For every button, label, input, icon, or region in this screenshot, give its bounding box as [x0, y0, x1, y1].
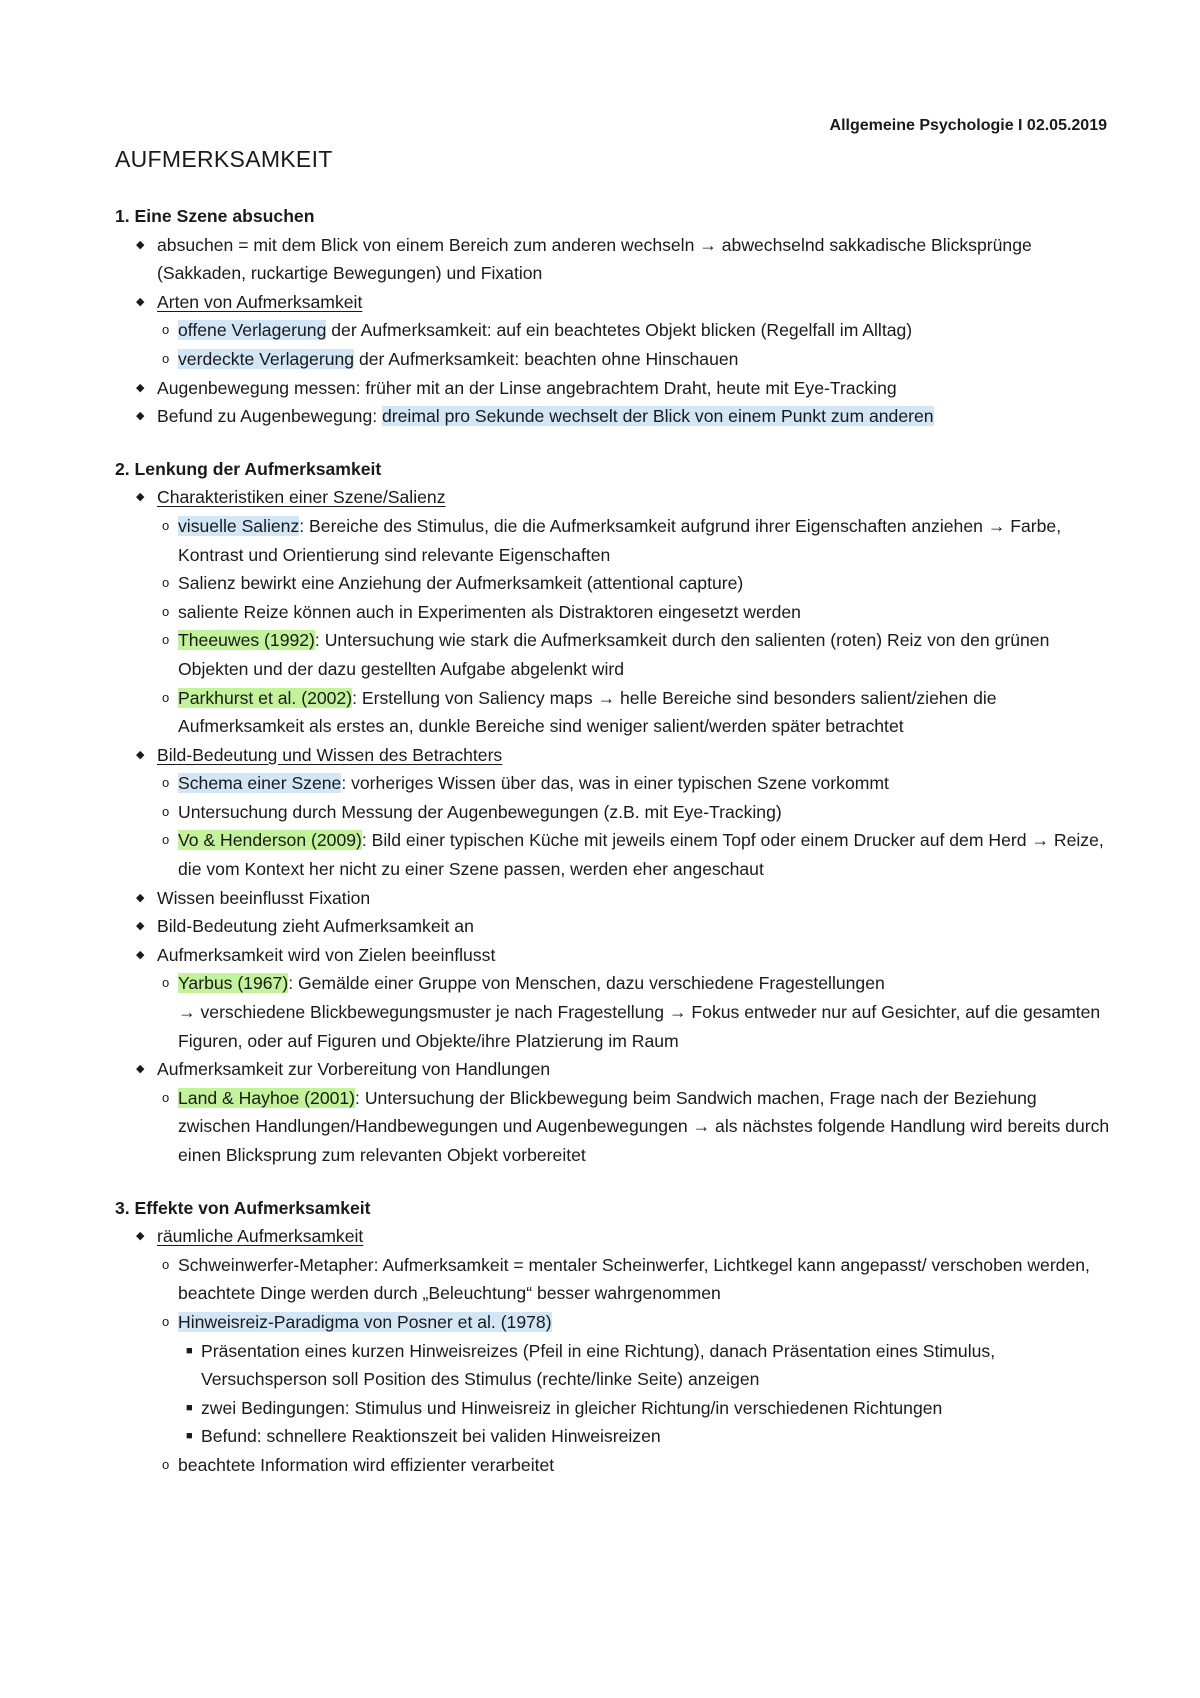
list-item [115, 1394, 1110, 1423]
list-item [115, 684, 1110, 741]
circle-bullet-icon: o [162, 575, 170, 591]
diamond-bullet-icon: ◆ [136, 238, 145, 251]
item-text: absuchen = mit dem Blick von einem Bereich zum anderen wechseln → abwechselnd sakkadische Blicksprünge (Sakkaden, ruckartige Bewegungen) und Fixation [157, 234, 1032, 284]
item-text: saliente Reize können auch in Experimenten als Distraktoren eingesetzt werden [178, 601, 801, 622]
item-text: beachtete Information wird effizienter verarbeitet [178, 1454, 555, 1475]
circle-bullet-icon: o [162, 632, 170, 648]
item-text: Wissen beeinflusst Fixation [157, 887, 371, 908]
section-title: 2. Lenkung der Aufmerksamkeit [115, 458, 382, 479]
highlighted-citation: Vo & Henderson (2009) [178, 830, 362, 851]
list-item [115, 598, 1110, 627]
list-item [115, 884, 1110, 913]
highlighted-citation: Yarbus (1967) [178, 973, 289, 994]
highlighted-citation: Land & Hayhoe (2001) [178, 1087, 356, 1108]
list-item [115, 941, 1110, 970]
document-body [115, 202, 1110, 1480]
item-text: zwei Bedingungen: Stimulus und Hinweisreiz in gleicher Richtung/in verschiedenen Richtungen [201, 1397, 943, 1418]
list-item [115, 1422, 1110, 1451]
list-item [115, 402, 1110, 431]
highlighted-term: dreimal pro Sekunde wechselt der Blick von einem Punkt zum anderen [382, 406, 934, 427]
circle-bullet-icon: o [162, 803, 170, 819]
list-item [115, 1337, 1110, 1394]
item-text: Schweinwerfer-Metapher: Aufmerksamkeit = mentaler Scheinwerfer, Lichtkegel kann angepasst/ verschoben werden, beachtete Dinge werden durch „Beleuchtung“ besser wahrgenommen [178, 1254, 1090, 1304]
square-bullet-icon: ■ [186, 1344, 193, 1357]
item-continuation: → verschiedene Blickbewegungsmuster je nach Fragestellung → Fokus entweder nur auf Gesichter, auf die gesamten Figuren, oder auf Figuren und Objekte/ihre Platzierung im Raum [178, 1002, 1101, 1051]
item-text: Aufmerksamkeit wird von Zielen beeinflusst [157, 944, 496, 965]
circle-bullet-icon: o [162, 832, 170, 848]
list-item [115, 798, 1110, 827]
list-item [115, 626, 1110, 683]
item-text: Augenbewegung messen: früher mit an der Linse angebrachtem Draht, heute mit Eye-Tracking [157, 377, 897, 398]
circle-bullet-icon: o [162, 1313, 170, 1329]
item-text: : Untersuchung wie stark die Aufmerksamkeit durch den salienten (roten) Reiz von den grünen Objekten und der dazu gestellten Aufgabe abgelenkt wird [178, 630, 1050, 679]
list-item [115, 826, 1110, 883]
highlighted-term: visuelle Salienz [178, 515, 300, 536]
list-item [115, 1222, 1110, 1251]
course-date-header: Allgemeine Psychologie I 02.05.2019 [829, 117, 1107, 134]
square-bullet-icon: ■ [186, 1430, 193, 1443]
list-item [115, 769, 1110, 798]
circle-bullet-icon: o [162, 517, 170, 533]
diamond-bullet-icon: ◆ [136, 891, 145, 904]
item-text: der Aufmerksamkeit: auf ein beachtetes Objekt blicken (Regelfall im Alltag) [326, 320, 913, 341]
highlighted-term: Schema einer Szene [178, 773, 342, 794]
diamond-bullet-icon: ◆ [136, 920, 145, 933]
item-text: Präsentation eines kurzen Hinweisreizes (Pfeil in eine Richtung), danach Präsentation eines Stimulus, Versuchsperson soll Position des Stimulus (rechte/linke Seite) anzeigen [201, 1340, 996, 1390]
diamond-bullet-icon: ◆ [136, 295, 145, 308]
item-text: : Untersuchung der Blickbewegung beim Sandwich machen, Frage nach der Beziehung zwischen Handlungen/Handbewegungen und Augenbewegungen → als nächstes folgende Handlung wird bereits durch einen Blicksprung zum relevanten Objekt vorbereitet [178, 1087, 1110, 1165]
circle-bullet-icon: o [162, 322, 170, 338]
diamond-bullet-icon: ◆ [136, 1230, 145, 1243]
subheading-text: räumliche Aufmerksamkeit [157, 1226, 364, 1247]
list-item [115, 1084, 1110, 1170]
list-item [115, 741, 1110, 770]
list-item [115, 912, 1110, 941]
list-item [115, 483, 1110, 512]
item-text: : Gemälde einer Gruppe von Menschen, dazu verschiedene Fragestellungen [288, 973, 885, 994]
highlighted-citation: Parkhurst et al. (2002) [178, 687, 353, 708]
circle-bullet-icon: o [162, 603, 170, 619]
item-text: Aufmerksamkeit zur Vorbereitung von Handlungen [157, 1059, 551, 1080]
highlighted-term: Hinweisreiz-Paradigma von Posner et al. (1978) [178, 1311, 552, 1332]
item-text: : Bereiche des Stimulus, die die Aufmerksamkeit aufgrund ihrer Eigenschaften anziehen → Farbe, Kontrast und Orientierung sind relevante Eigenschaften [178, 515, 1062, 565]
square-bullet-icon: ■ [186, 1401, 193, 1414]
highlighted-term: offene Verlagerung [178, 320, 327, 341]
subheading-text: Bild-Bedeutung und Wissen des Betrachters [157, 744, 503, 765]
list-item [115, 288, 1110, 317]
list-item [115, 374, 1110, 403]
diamond-bullet-icon: ◆ [136, 948, 145, 961]
section-title: 3. Effekte von Aufmerksamkeit [115, 1197, 371, 1218]
list-item [115, 345, 1110, 374]
list-item [115, 1308, 1110, 1337]
circle-bullet-icon: o [162, 1456, 170, 1472]
item-text: Befund zu Augenbewegung: [157, 406, 382, 427]
diamond-bullet-icon: ◆ [136, 410, 145, 423]
circle-bullet-icon: o [162, 975, 170, 991]
diamond-bullet-icon: ◆ [136, 491, 145, 504]
item-text: : vorheriges Wissen über das, was in einer typischen Szene vorkommt [341, 773, 889, 794]
item-text: der Aufmerksamkeit: beachten ohne Hinschauen [354, 348, 739, 369]
item-text: Salienz bewirkt eine Anziehung der Aufmerksamkeit (attentional capture) [178, 573, 744, 594]
list-item [115, 1451, 1110, 1480]
item-text: Befund: schnellere Reaktionszeit bei validen Hinweisreizen [201, 1426, 661, 1447]
circle-bullet-icon: o [162, 1089, 170, 1105]
item-text: : Erstellung von Saliency maps → helle Bereiche sind besonders salient/ziehen die Aufmerksamkeit als erstes an, dunkle Bereiche sind weniger salient/werden später betrachtet [178, 687, 997, 737]
highlighted-term: verdeckte Verlagerung [178, 348, 355, 369]
document-title: AUFMERKSAMKEIT [115, 146, 333, 172]
circle-bullet-icon: o [162, 775, 170, 791]
list-item [115, 512, 1110, 569]
list-item [115, 231, 1110, 288]
list-item [115, 969, 1110, 1055]
diamond-bullet-icon: ◆ [136, 381, 145, 394]
list-item [115, 1251, 1110, 1308]
subheading-text: Arten von Aufmerksamkeit [157, 291, 363, 312]
circle-bullet-icon: o [162, 689, 170, 705]
section-title: 1. Eine Szene absuchen [115, 206, 315, 226]
highlighted-citation: Theeuwes (1992) [178, 630, 315, 651]
list-item [115, 569, 1110, 598]
item-text: : Bild einer typischen Küche mit jeweils einem Topf oder einem Drucker auf dem Herd → Reize, die vom Kontext her nicht zu einer Szene passen, werden eher angeschaut [178, 830, 1104, 880]
item-text: Bild-Bedeutung zieht Aufmerksamkeit an [157, 916, 474, 937]
list-item [115, 316, 1110, 345]
circle-bullet-icon: o [162, 1256, 170, 1272]
circle-bullet-icon: o [162, 350, 170, 366]
diamond-bullet-icon: ◆ [136, 1063, 145, 1076]
diamond-bullet-icon: ◆ [136, 748, 145, 761]
list-item [115, 1055, 1110, 1084]
item-text: Untersuchung durch Messung der Augenbewegungen (z.B. mit Eye-Tracking) [178, 801, 782, 822]
subheading-text: Charakteristiken einer Szene/Salienz [157, 487, 446, 508]
